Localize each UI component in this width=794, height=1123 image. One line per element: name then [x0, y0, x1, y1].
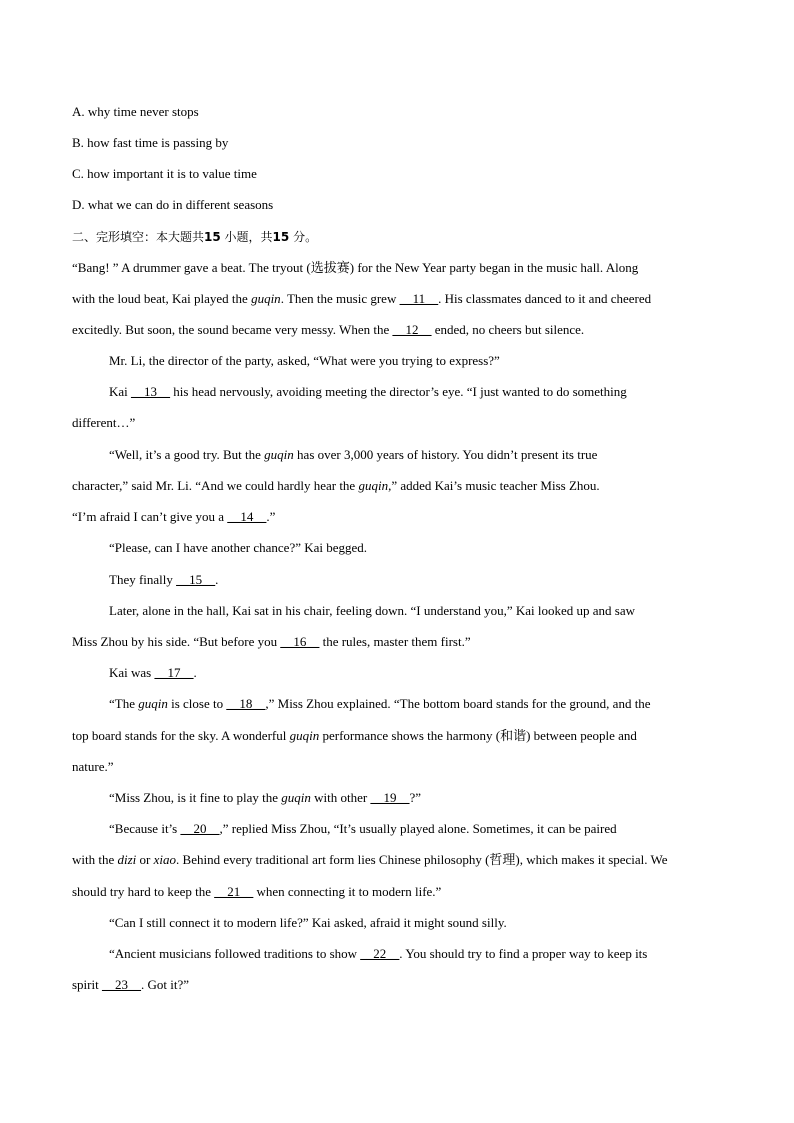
- passage-line-21: [72, 884, 441, 900]
- passage-line-11: [109, 572, 218, 588]
- passage-line-3: [72, 322, 584, 338]
- text: . His classmates danced to it and cheered: [438, 291, 652, 306]
- text: ended, no cheers but silence.: [431, 322, 585, 337]
- passage-line-4: Mr. Li, the director of the party, asked, “What were you trying to express?”: [109, 353, 500, 368]
- text: when connecting it to modern life.”: [253, 884, 442, 899]
- text: . Behind every traditional art form lies Chinese philosophy (哲理), which makes it special. We: [176, 852, 668, 867]
- text: the rules, master them first.”: [319, 634, 471, 649]
- passage-line-8: [72, 478, 600, 494]
- passage-line-22: “Can I still connect it to modern life?” Kai asked, afraid it might sound silly.: [109, 915, 507, 930]
- text: .”: [266, 509, 276, 524]
- passage-line-24: [72, 977, 189, 993]
- blank-11: __11__: [399, 291, 439, 306]
- text: They finally: [109, 572, 177, 587]
- text: . Then the music grew: [280, 291, 400, 306]
- passage-line-19: [109, 821, 617, 837]
- text: Kai: [109, 384, 132, 399]
- passage-line-18: [109, 790, 421, 806]
- text: with the: [72, 852, 118, 867]
- text: . Got it?”: [140, 977, 189, 992]
- section-heading: [72, 229, 317, 245]
- text: top board stands for the sky. A wonderful: [72, 728, 290, 743]
- blank-14: __14__: [227, 509, 267, 524]
- passage-line-13: [72, 634, 471, 650]
- text: “Ancient musicians followed traditions to show: [109, 946, 361, 961]
- text: his head nervously, avoiding meeting the director’s eye. “I just wanted to do something: [170, 384, 627, 399]
- blank-23: __23__: [101, 977, 141, 992]
- text: .: [215, 572, 219, 587]
- text: ,” replied Miss Zhou, “It’s usually played alone. Sometimes, it can be paired: [219, 821, 617, 836]
- blank-13: __13__: [131, 384, 171, 399]
- text: or: [136, 852, 154, 867]
- italic-term: xiao: [153, 852, 177, 867]
- text: should try hard to keep the: [72, 884, 215, 899]
- blank-12: __12__: [392, 322, 432, 337]
- passage-line-14: [109, 665, 197, 681]
- passage-line-12: Later, alone in the hall, Kai sat in his chair, feeling down. “I understand you,” Kai looked up and saw: [109, 603, 636, 618]
- text: ?”: [409, 790, 421, 805]
- blank-22: __22__: [360, 946, 400, 961]
- text: with other: [310, 790, 371, 805]
- blank-20: __20__: [180, 821, 220, 836]
- italic-term: guqin: [251, 291, 281, 306]
- text: “Well, it’s a good try. But the: [109, 447, 265, 462]
- blank-15: __15__: [176, 572, 216, 587]
- italic-term: guqin: [138, 696, 168, 711]
- text: . You should try to find a proper way to keep its: [399, 946, 648, 961]
- text: “Because it’s: [109, 821, 181, 836]
- text: Miss Zhou by his side. “But before you: [72, 634, 281, 649]
- passage-line-7: [109, 447, 597, 463]
- option-c: C. how important it is to value time: [72, 166, 257, 181]
- passage-line-2: [72, 291, 651, 307]
- passage-line-5: [109, 384, 627, 400]
- italic-term: guqin: [289, 728, 320, 743]
- text: “Miss Zhou, is it fine to play the: [109, 790, 282, 805]
- section-count: 15: [204, 230, 221, 244]
- italic-term: dizi: [117, 852, 137, 867]
- passage-line-23: [109, 946, 647, 962]
- text: with the loud beat, Kai played the: [72, 291, 252, 306]
- passage-line-9: [72, 509, 275, 525]
- blank-21: __21__: [214, 884, 254, 899]
- text: ,” added Kai’s music teacher Miss Zhou.: [388, 478, 600, 493]
- option-a: A. why time never stops: [72, 104, 199, 119]
- text: “I’m afraid I can’t give you a: [72, 509, 228, 524]
- blank-19: __19__: [370, 790, 410, 805]
- text: excitedly. But soon, the sound became very messy. When the: [72, 322, 393, 337]
- text: performance shows the harmony (和谐) between people and: [319, 728, 637, 743]
- section-suffix: 分。: [289, 230, 318, 244]
- text: “The: [109, 696, 139, 711]
- option-b: B. how fast time is passing by: [72, 135, 229, 150]
- italic-term: guqin: [281, 790, 311, 805]
- blank-17: __17__: [154, 665, 194, 680]
- passage-line-6: different…”: [72, 415, 136, 430]
- passage-line-10: “Please, can I have another chance?” Kai begged.: [109, 540, 368, 555]
- text: .: [193, 665, 197, 680]
- blank-18: __18__: [226, 696, 266, 711]
- text: has over 3,000 years of history. You didn’t present its true: [293, 447, 598, 462]
- text: character,” said Mr. Li. “And we could hardly hear the: [72, 478, 359, 493]
- text: ,” Miss Zhou explained. “The bottom board stands for the ground, and the: [265, 696, 651, 711]
- option-d: D. what we can do in different seasons: [72, 197, 274, 212]
- passage-line-1: “Bang! ” A drummer gave a beat. The tryout (选拔赛) for the New Year party began in the music hall. Along: [72, 260, 639, 275]
- italic-term: guqin: [264, 447, 294, 462]
- passage-line-20: [72, 852, 668, 868]
- passage-line-17: nature.”: [72, 759, 114, 774]
- section-mid: 小题，共: [220, 230, 273, 244]
- text: is close to: [167, 696, 227, 711]
- passage-line-16: [72, 728, 637, 744]
- blank-16: __16__: [280, 634, 320, 649]
- italic-term: guqin: [358, 478, 389, 493]
- section-score: 15: [272, 230, 290, 244]
- section-prefix: 二、完形填空：本大题共: [72, 230, 205, 244]
- passage-line-15: [109, 696, 651, 712]
- text: Kai was: [109, 665, 155, 680]
- text: spirit: [72, 977, 102, 992]
